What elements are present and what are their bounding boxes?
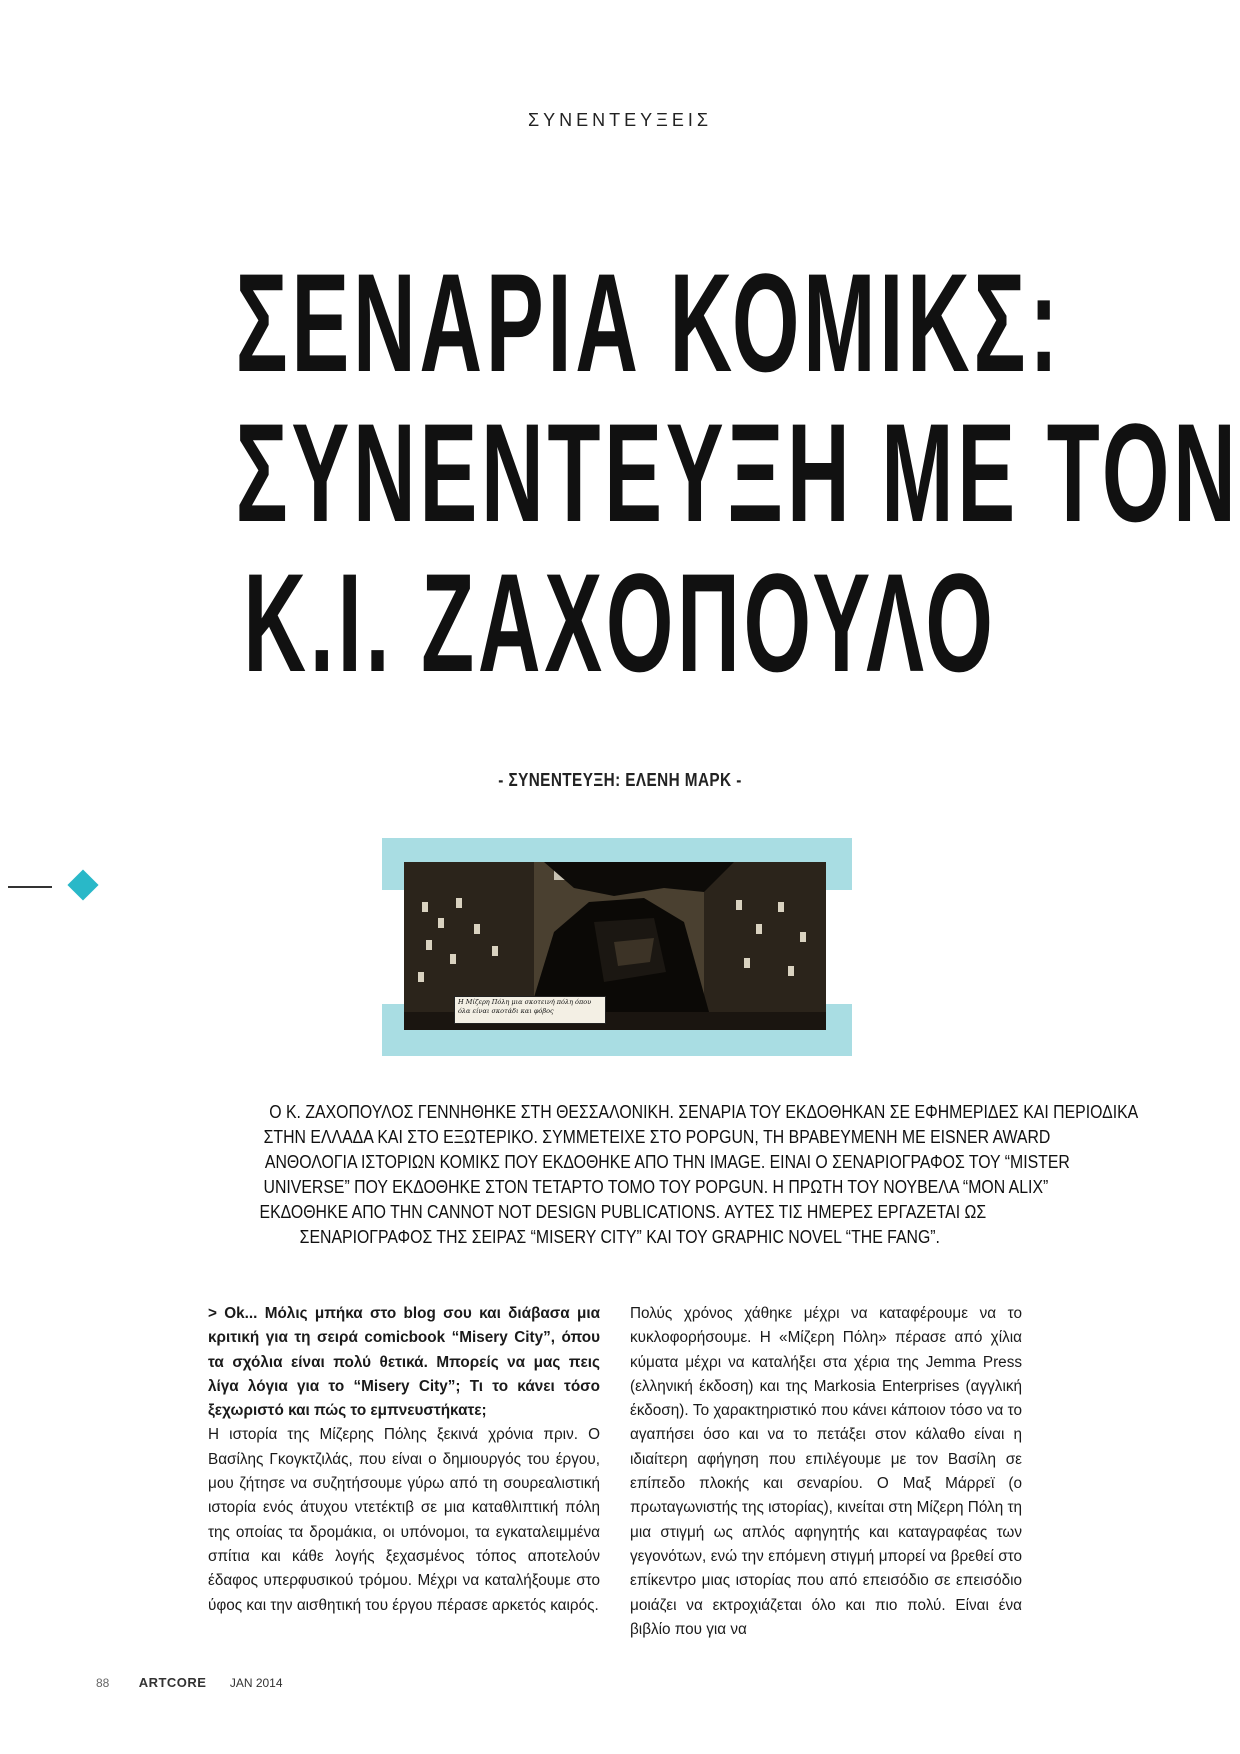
title-line-2: ΣΥΝΕΝΤΕΥΞΗ ΜΕ ΤΟΝ: [235, 394, 1240, 551]
page-footer: [96, 1675, 283, 1690]
title-line-3: Κ.Ι. ΖΑΧΟΠΟΥΛΟ: [243, 544, 997, 701]
intro-line: ΑΝΘΟΛΟΓΙΑ ΙΣΤΟΡΙΩΝ ΚΟΜΙΚΣ ΠΟΥ ΕΚΔΟΘΗΚΕ ΑΠΟ ΤΗΝ IMAGE. ΕΙΝΑΙ Ο ΣΕΝΑΡΙΟΓΡΑΦΟΣ ΤΟΥ “MISTER: [264, 1152, 1070, 1172]
section-label: ΣΥΝΕΝΤΕΥΞΕΙΣ: [528, 110, 712, 130]
issue-date: JAN 2014: [229, 1676, 283, 1690]
page-number: 88: [96, 1676, 110, 1690]
article-column-left: [208, 1302, 600, 1618]
interview-question: > Ok... Μόλις μπήκα στο blog σου και διάβασα μια κριτική για τη σειρά comicbook “Misery City”, όπου τα σχόλια είναι πολύ θετικά. Μπορείς να μας πεις λίγα λόγια για το “Misery City”; Τι το κάνει τόσο ξεχωριστό και πώς το εμπνευστήκατε;: [208, 1305, 600, 1420]
intro-line: Ο Κ. ΖΑΧΟΠΟΥΛΟΣ ΓΕΝΝΗΘΗΚΕ ΣΤΗ ΘΕΣΣΑΛΟΝΙΚΗ. ΣΕΝΑΡΙΑ ΤΟΥ ΕΚΔΟΘΗΚΑΝ ΣΕ ΕΦΗΜΕΡΙΔΕΣ ΚΑΙ ΠΕΡΙΟΔΙΚΑ: [269, 1102, 1139, 1122]
intro-line: UNIVERSE” ΠΟΥ ΕΚΔΟΘΗΚΕ ΣΤΟΝ ΤΕΤΑΡΤΟ ΤΟΜΟ ΤΟΥ POPGUN. Η ΠΡΩΤΗ ΤΟΥ ΝΟΥΒΕΛΑ “MON ALIX”: [263, 1177, 1049, 1197]
magazine-name: ARTCORE: [138, 1675, 207, 1690]
panel-caption: Η Μίζερη Πόλη μια σκοτεινή πόλη όπου όλα είναι σκοτάδι και φόβος: [454, 996, 606, 1024]
diamond-icon: [67, 869, 98, 900]
title-line-1: ΣΕΝΑΡΙΑ ΚΟΜΙΚΣ:: [235, 244, 1062, 401]
intro-line: ΕΚΔΟΘΗΚΕ ΑΠΟ ΤΗΝ CANNOT NOT DESIGN PUBLICATIONS. ΑΥΤΕΣ ΤΙΣ ΗΜΕΡΕΣ ΕΡΓΑΖΕΤΑΙ ΩΣ: [259, 1202, 987, 1222]
comic-panel-image: [404, 862, 826, 1030]
article-column-right: [630, 1302, 1022, 1642]
interview-answer: Η ιστορία της Μίζερης Πόλης ξεκινά χρόνια πριν. Ο Βασίλης Γκογκτζιλάς, που είναι ο δημιουργός του έργου, μου ζήτησε να συζητήσουμε γύρω από τη σουρεαλιστική ιστορία ενός άτυχου ντετέκτιβ σε μια καταθλιπτική πόλη της οποίας τα δρομάκια, οι υπόνομοι, τα εγκαταλειμμένα σπίτια και κάθε λογής ξεχασμένος τόπος αποτελούν έδαφος υπερφυσικού τρόμου. Μέχρι να καταλήξουμε στο ύφος και την αισθητική του έργου πέρασε αρκετός καιρός.: [208, 1426, 600, 1614]
intro-line: ΣΤΗΝ ΕΛΛΑΔΑ ΚΑΙ ΣΤΟ ΕΞΩΤΕΡΙΚΟ. ΣΥΜΜΕΤΕΙΧΕ ΣΤΟ POPGUN, ΤΗ ΒΡΑΒΕΥΜΕΝΗ ΜΕ EISNER AWARD: [263, 1127, 1051, 1147]
interview-answer-continued: Πολύς χρόνος χάθηκε μέχρι να καταφέρουμε να το κυκλοφορήσουμε. Η «Μίζερη Πόλη» πέρασε από χίλια κύματα μέχρι να καταλήξει στα χέρια της Jemma Press (ελληνική έκδοση) και της Markosia Enterprises (αγγλική έκδοση). Το χαρακτηριστικό που κάνει κάποιον τόσο να το αγαπήσει όσο και να το πετάξει στον κάλαθο είναι η ιδιαίτερη αφήγηση που επιλέγουμε με τον Βασίλη σε επίπεδο πλοκής και σεναρίου. Ο Μαξ Μάρρεϊ (ο πρωταγωνιστής της ιστορίας), κινείται στη Μίζερη Πόλη τη μια στιγμή ως απλός αφηγητής και καταγραφέας των γεγονότων, ενώ την επόμενη στιγμή μπορεί να βρεθεί στο επίκεντρο μιας ιστορίας που από επεισόδιο σε επεισόδιο μοιάζει να εκτροχιάζεται όλο και πιο πολύ. Είναι ένα βιβλίο που για να: [630, 1305, 1023, 1638]
intro-line: ΣΕΝΑΡΙΟΓΡΑΦΟΣ ΤΗΣ ΣΕΙΡΑΣ “MISERY CITY” ΚΑΙ ΤΟΥ GRAPHIC NOVEL “THE FANG”.: [299, 1227, 941, 1247]
intro-paragraph: [210, 1100, 1139, 1250]
page-title: [0, 244, 1240, 701]
margin-rule: [8, 886, 52, 888]
byline: - ΣΥΝΕΝΤΕΥΞΗ: ΕΛΕΝΗ ΜΑΡΚ -: [498, 770, 742, 790]
